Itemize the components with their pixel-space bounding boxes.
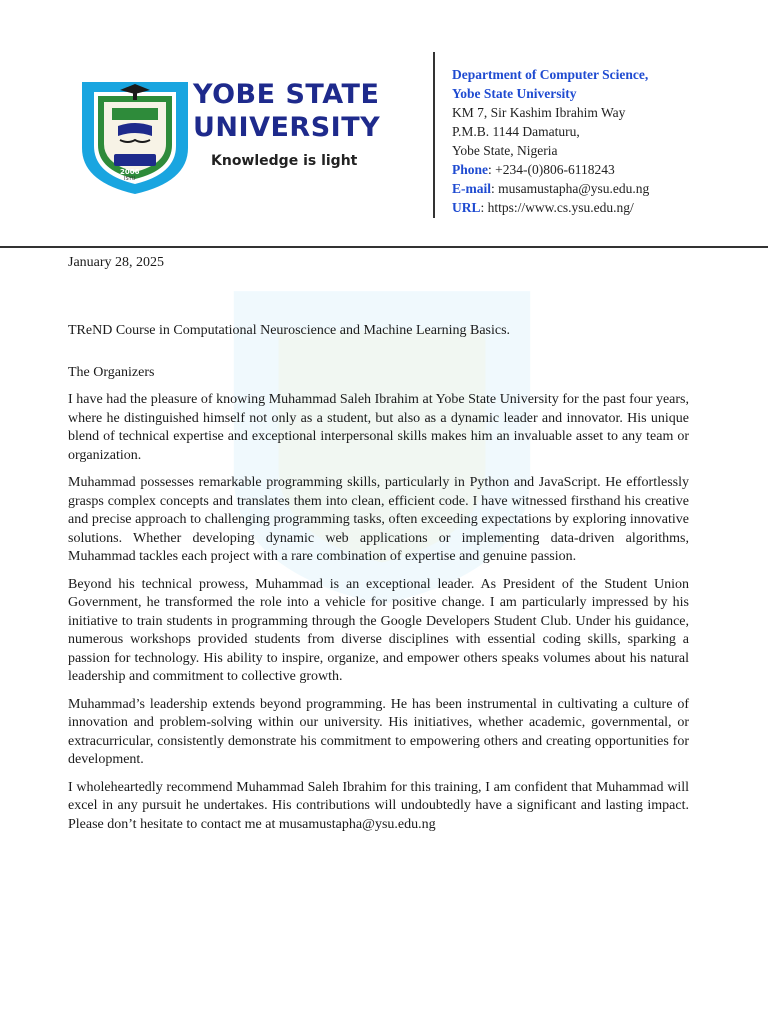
seal-initials: ISYU (124, 176, 136, 182)
university-name-line1: YOBE STATE (193, 79, 380, 110)
letter-date: January 28, 2025 (68, 255, 165, 270)
letter-subject: TReND Course in Computational Neuroscience and Machine Learning Basics. (68, 323, 511, 338)
paragraph: Muhammad possesses remarkable programming skills, particularly in Python and JavaScript. He effortlessly grasps complex concepts and translates them into clean, efficient code. I have witnessed firsthand his creative and precise approach to challenging programming tasks, often exceeding expectations by exploring innovative solutions. Whether developing dynamic web applications or implementing data-driven algorithms, Muhammad tackles each project with a rare combination of expertise and genuine passion. (68, 475, 689, 564)
phone-row: Phone: +234-(0)806-6118243 (452, 162, 615, 177)
seal-year: 2006 (120, 168, 140, 176)
university-name-line2: UNIVERSITY (193, 112, 381, 143)
url-row: URL: https://www.cs.ysu.edu.ng/ (452, 200, 634, 215)
contact-block (452, 65, 649, 217)
letter-paragraphs (68, 391, 689, 843)
email-link[interactable]: musamustapha@ysu.edu.ng (498, 181, 650, 196)
phone-label: Phone (452, 162, 489, 177)
header-divider (433, 52, 435, 218)
paragraph: I have had the pleasure of knowing Muhammad Saleh Ibrahim at Yobe State University for the past four years, where he distinguished himself not only as a student, but also as a dynamic leader and innovator. His unique blend of technical expertise and exceptional interpersonal skills makes him an invaluable asset to any team or organization. (68, 392, 689, 463)
university-address-name: Yobe State University (452, 86, 577, 101)
letterhead (0, 0, 768, 247)
university-logo (80, 78, 420, 196)
paragraph: Muhammad’s leadership extends beyond programming. He has been instrumental in cultivating a culture of innovation and problem-solving within our university. His initiatives, whether academic, governmental, or extracurricular, consistently demonstrate his commitment to empowering others and creating opportunities for development. (68, 696, 689, 767)
address-line: KM 7, Sir Kashim Ibrahim Way (452, 105, 626, 120)
letter-salutation: The Organizers (68, 365, 155, 380)
phone-value: +234-(0)806-6118243 (495, 162, 615, 177)
paragraph: Beyond his technical prowess, Muhammad is an exceptional leader. As President of the Student Union Government, he transformed the role into a vehicle for positive change. I am particularly impressed by his initiative to train students in programming through the Google Developers Student Club. Under his guidance, numerous workshops provided students from diverse disciplines with essential coding skills, sparking a passion for technology. His ability to inspire, organize, and empower others speaks volumes about his natural leadership and commitment to collective growth. (68, 576, 689, 684)
address-line: P.M.B. 1144 Damaturu, (452, 124, 580, 139)
url-label: URL (452, 200, 481, 215)
url-link[interactable]: https://www.cs.ysu.edu.ng/ (487, 200, 634, 215)
university-name (193, 78, 380, 144)
paragraph: I wholeheartedly recommend Muhammad Saleh Ibrahim for this training, I am confident that Muhammad will excel in any pursuit he undertakes. His contributions will undoubtedly have a significant and lasting impact. Please don’t hesitate to contact me at musamustapha@ysu.edu.ng (68, 779, 689, 832)
university-motto: Knowledge is light (211, 153, 358, 169)
address-line: Yobe State, Nigeria (452, 143, 558, 158)
email-label: E-mail (452, 181, 491, 196)
department-name: Department of Computer Science, (452, 67, 649, 82)
header-rule (0, 246, 768, 248)
email-row: E-mail: musamustapha@ysu.edu.ng (452, 181, 650, 196)
